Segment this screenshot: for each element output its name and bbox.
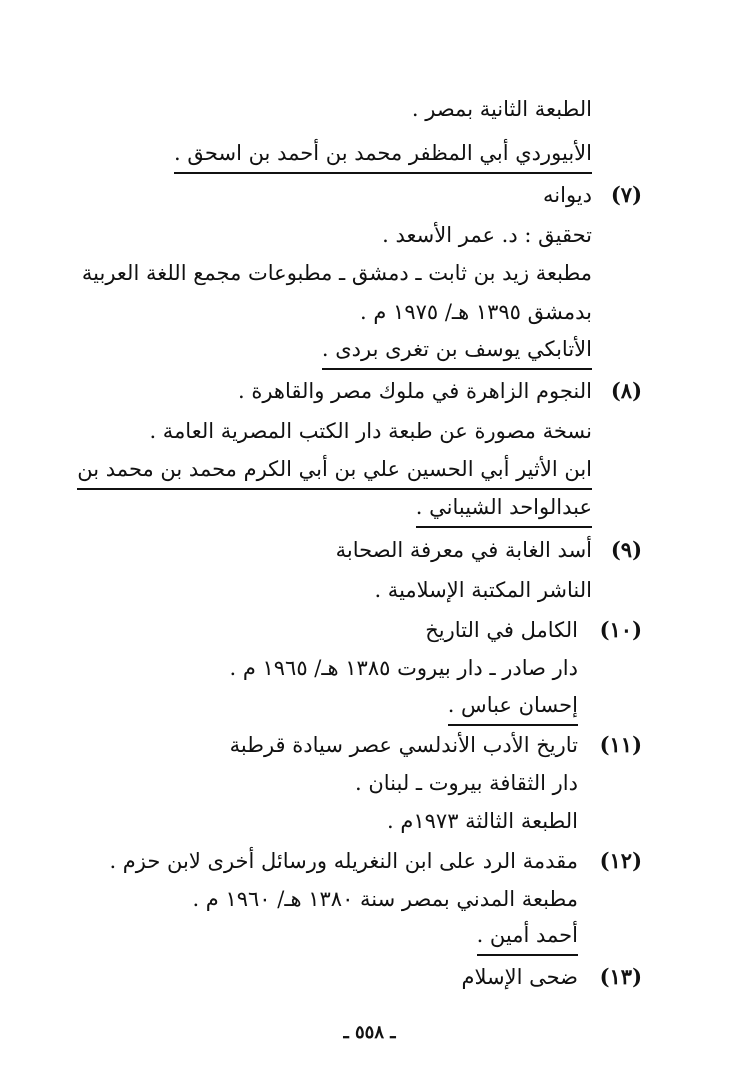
author-line: عبدالواحد الشيباني .: [416, 492, 592, 528]
entry-number: (١٢): [599, 848, 642, 873]
entry-title: مقدمة الرد على ابن النغريله ورسائل أخرى لابن حزم .: [109, 849, 578, 873]
entry-number: (٩): [610, 537, 642, 562]
author-line: ابن الأثير أبي الحسين علي بن أبي الكرم محمد بن محمد بن: [77, 454, 592, 490]
text-line: دار الثقافة بيروت ـ لبنان .: [355, 771, 578, 795]
page-number: ـ ٥٥٨ ـ: [343, 1022, 396, 1043]
author-line: إحسان عباس .: [448, 690, 578, 726]
text-line: الطبعة الثالثة ١٩٧٣م .: [387, 809, 578, 833]
text-line: تحقيق : د. عمر الأسعد .: [382, 223, 592, 247]
text-line: الناشر المكتبة الإسلامية .: [374, 578, 592, 602]
entry-number: (١١): [599, 732, 642, 757]
text-line: بدمشق ١٣٩٥ هـ/ ١٩٧٥ م .: [360, 300, 592, 324]
text-line: مطبعة المدني بمصر سنة ١٣٨٠ هـ/ ١٩٦٠ م .: [192, 887, 578, 911]
author-line: الأتابكي يوسف بن تغرى بردى .: [322, 334, 592, 370]
entry-number: (٨): [610, 378, 642, 403]
text-line: الطبعة الثانية بمصر .: [411, 97, 592, 121]
entry-title: تاريخ الأدب الأندلسي عصر سيادة قرطبة: [229, 733, 578, 757]
author-line: الأبيوردي أبي المظفر محمد بن أحمد بن اسحق .: [174, 138, 592, 174]
text-line: دار صادر ـ دار بيروت ١٣٨٥ هـ/ ١٩٦٥ م .: [229, 656, 578, 680]
entry-number: (١٠): [599, 617, 642, 642]
entry-number: (٧): [610, 182, 642, 207]
entry-title: ضحى الإسلام: [461, 965, 578, 989]
text-line: نسخة مصورة عن طبعة دار الكتب المصرية العامة .: [149, 419, 592, 443]
entry-title: ديوانه: [543, 183, 592, 207]
entry-title: النجوم الزاهرة في ملوك مصر والقاهرة .: [237, 379, 592, 403]
entry-title: أسد الغابة في معرفة الصحابة: [335, 538, 592, 562]
entry-number: (١٣): [599, 964, 642, 989]
text-line: مطبعة زيد بن ثابت ـ دمشق ـ مطبوعات مجمع اللغة العربية: [81, 261, 592, 285]
author-line: أحمد أمين .: [477, 920, 578, 956]
entry-title: الكامل في التاريخ: [425, 618, 578, 642]
